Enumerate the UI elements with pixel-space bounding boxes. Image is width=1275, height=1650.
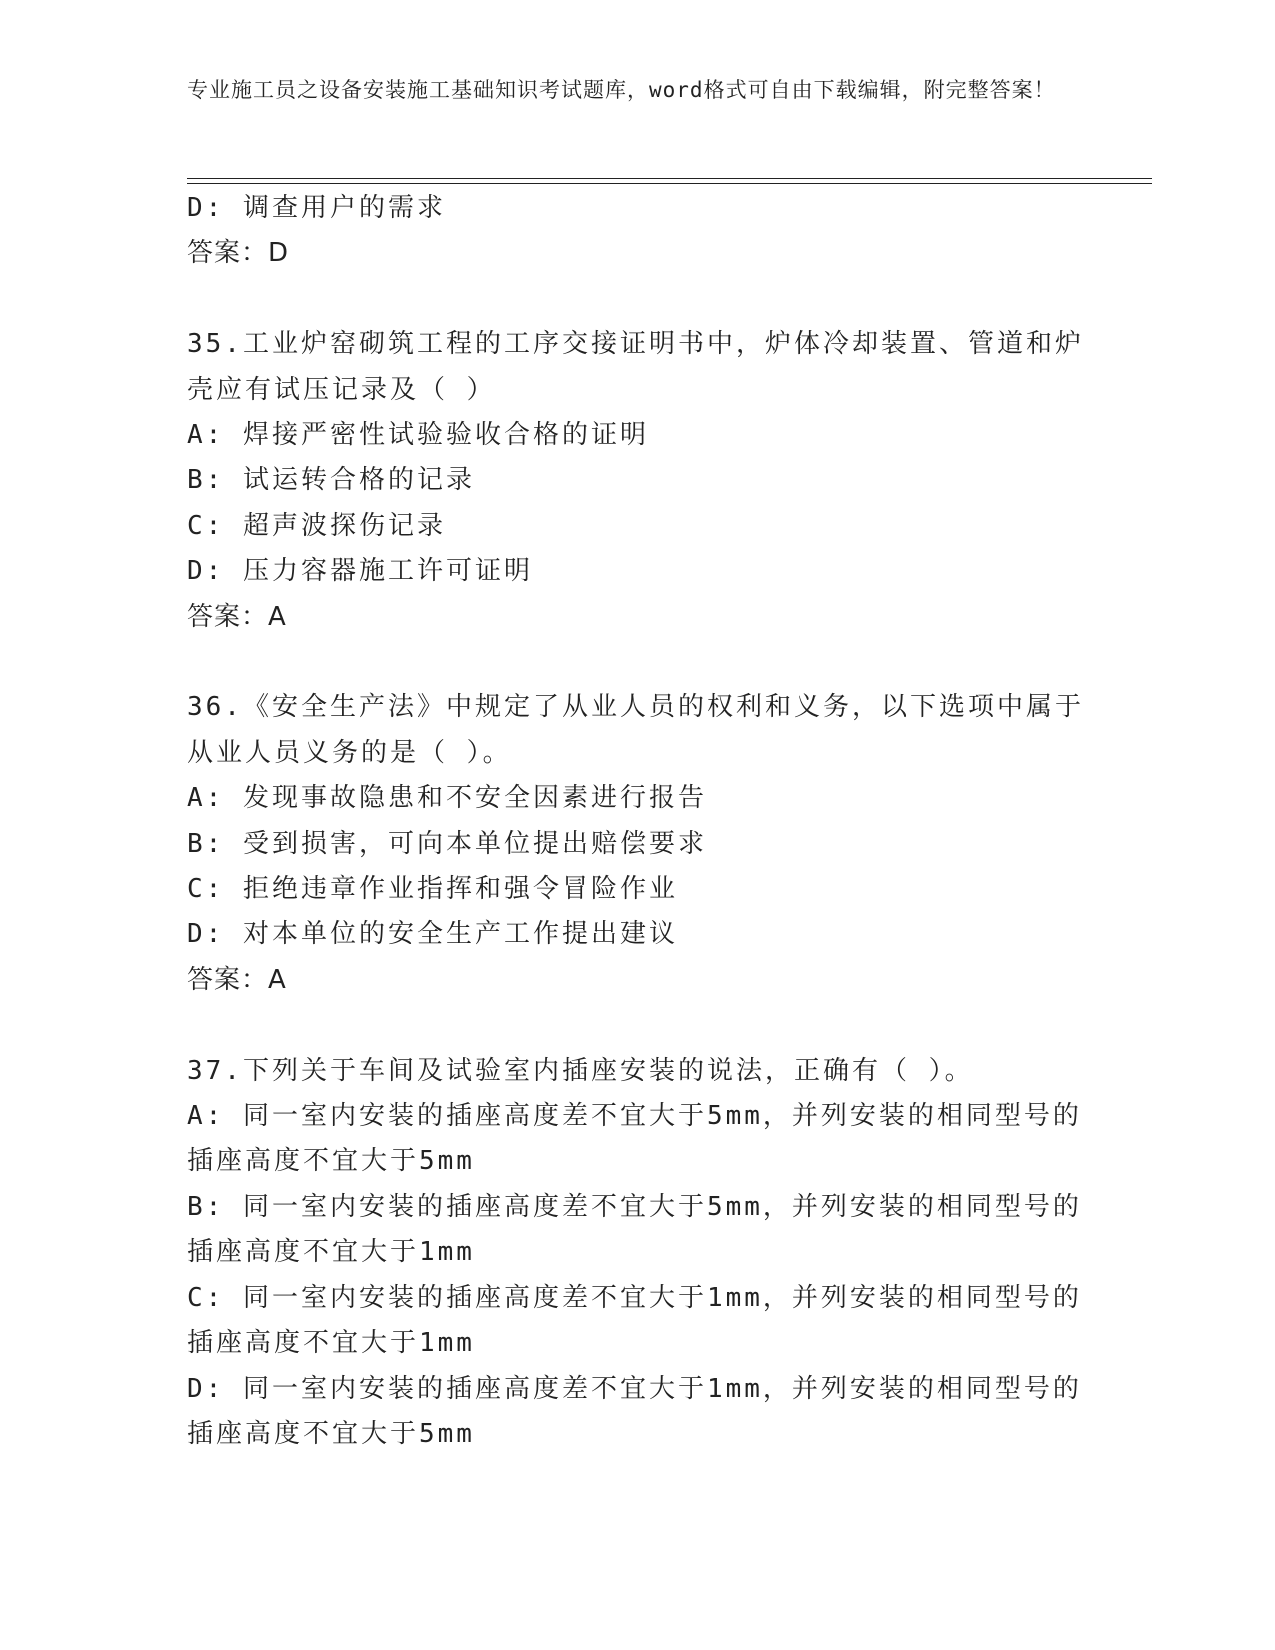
answer: 答案：A (187, 601, 287, 632)
prev-question-option-d: D: 调查用户的需求 (187, 193, 446, 223)
question-list (187, 186, 1087, 1457)
header-divider-top (187, 178, 1152, 179)
question-stem: 35.工业炉窑砌筑工程的工序交接证明书中，炉体冷却装置、管道和炉 (187, 329, 1084, 360)
option-c-continued: 插座高度不宜大于1mm (187, 1328, 475, 1359)
option-b-continued: 插座高度不宜大于1mm (187, 1237, 475, 1268)
answer: 答案：A (187, 964, 287, 995)
page-header: 专业施工员之设备安装施工基础知识考试题库，word格式可自由下载编辑，附完整答案！ (187, 78, 1056, 102)
option-c: C: 同一室内安装的插座高度差不宜大于1mm，并列安装的相同型号的 (187, 1282, 1082, 1313)
header-divider-bottom (187, 183, 1152, 184)
option-a: A: 同一室内安装的插座高度差不宜大于5mm，并列安装的相同型号的 (187, 1101, 1082, 1132)
prev-question-answer: 答案：D (187, 238, 290, 269)
option-a: A: 焊接严密性试验验收合格的证明 (187, 420, 649, 451)
question-stem: 36.《安全生产法》中规定了从业人员的权利和义务，以下选项中属于 (187, 692, 1084, 723)
spacer (187, 277, 1087, 322)
option-b: B: 受到损害，可向本单位提出赔偿要求 (187, 828, 707, 859)
option-c: C: 拒绝违章作业指挥和强令冒险作业 (187, 874, 678, 905)
question-stem-continued: 从业人员义务的是（ ）。 (187, 737, 512, 768)
spacer (187, 1003, 1087, 1048)
option-d: D: 对本单位的安全生产工作提出建议 (187, 919, 678, 950)
option-b: B: 试运转合格的记录 (187, 465, 475, 496)
question-stem: 37.下列关于车间及试验室内插座安装的说法，正确有（ ）。 (187, 1055, 974, 1086)
option-b: B: 同一室内安装的插座高度差不宜大于5mm，并列安装的相同型号的 (187, 1191, 1082, 1222)
option-c: C: 超声波探伤记录 (187, 510, 446, 541)
question-36 (187, 685, 1087, 1003)
question-37 (187, 1049, 1087, 1458)
question-35 (187, 322, 1087, 640)
option-a: A: 发现事故隐患和不安全因素进行报告 (187, 783, 707, 814)
option-d: D: 压力容器施工许可证明 (187, 556, 533, 587)
question-stem-continued: 壳应有试压记录及（ ） (187, 374, 496, 405)
option-d: D: 同一室内安装的插座高度差不宜大于1mm，并列安装的相同型号的 (187, 1373, 1082, 1404)
option-d-continued: 插座高度不宜大于5mm (187, 1418, 475, 1449)
option-a-continued: 插座高度不宜大于5mm (187, 1146, 475, 1177)
spacer (187, 640, 1087, 685)
